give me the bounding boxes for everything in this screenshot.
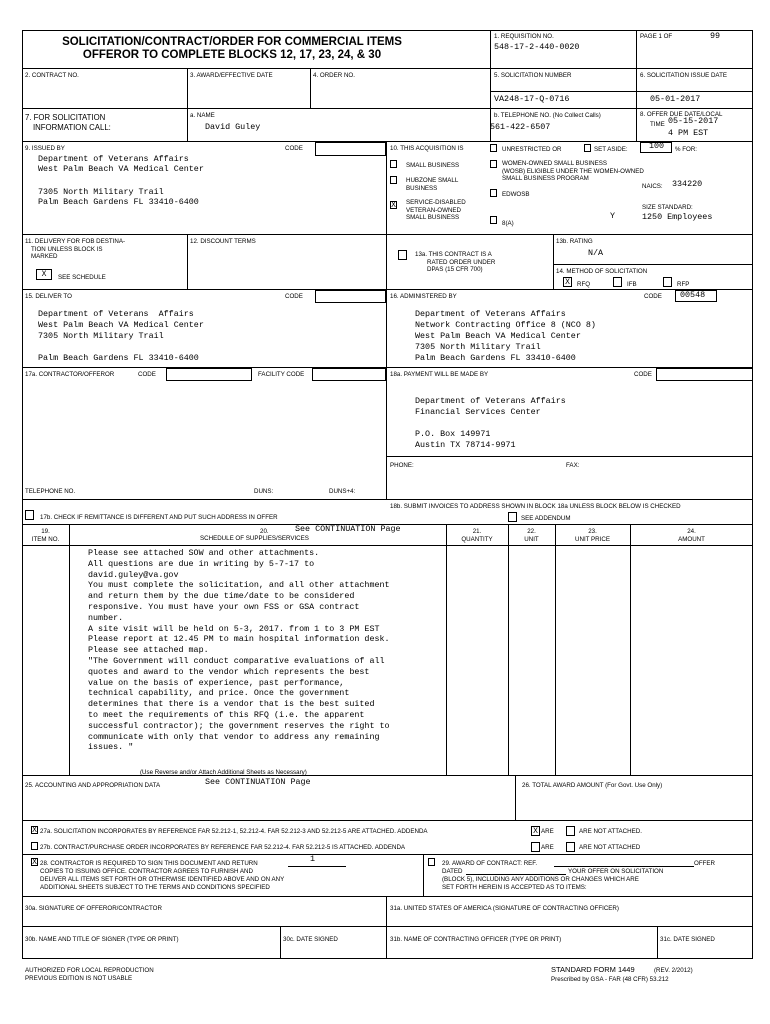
27b-are-checkbox[interactable] — [531, 842, 540, 852]
duns4-label: DUNS+4: — [329, 488, 356, 495]
remittance-checkbox[interactable] — [25, 510, 34, 520]
schedule-line: "The Government will conduct comparative evaluations of all — [88, 656, 385, 666]
fob-line: MARKED — [31, 253, 58, 260]
29-dated: DATED — [442, 868, 463, 875]
edwosb-label: EDWOSB — [502, 191, 530, 198]
28-checkbox[interactable]: X — [32, 858, 37, 867]
address-line: 7305 North Military Trail — [38, 331, 164, 341]
page-total[interactable]: 99 — [710, 31, 721, 41]
col24-label: AMOUNT — [678, 535, 705, 543]
sdvosb-label — [406, 199, 466, 222]
requisition-label: 1. REQUISITION NO. — [494, 33, 554, 40]
schedule-line: number. — [88, 612, 124, 623]
size-standard-value[interactable]: 1250 Employees — [642, 212, 713, 222]
wosb-line: WOMEN-OWNED SMALL BUSINESS — [502, 160, 607, 167]
rated-order-checkbox[interactable] — [398, 250, 407, 260]
27b-are-label: ARE — [541, 844, 554, 851]
setaside-checkbox[interactable] — [584, 144, 591, 152]
name-label: a. NAME — [190, 112, 215, 119]
edwosb-checkbox[interactable] — [490, 189, 497, 197]
solicitation-number-value[interactable]: VA248-17-Q-0716 — [494, 94, 570, 104]
offer-due-time-value[interactable]: 4 PM EST — [668, 128, 709, 138]
accounting-value[interactable]: See CONTINUATION Page — [205, 777, 311, 787]
offer-due-date-value[interactable]: 05-15-2017 — [668, 116, 719, 126]
schedule-line: Please see attached SOW and other attachments. — [88, 548, 320, 558]
col21-label: QUANTITY — [461, 535, 493, 543]
address-line: Department of Veterans Affairs — [38, 154, 189, 164]
27a-not-label: ARE NOT ATTACHED. — [579, 828, 642, 835]
rfq-checkbox[interactable]: X — [563, 277, 572, 287]
address-line: 7305 North Military Trail — [38, 187, 164, 197]
wosb-line: SMALL BUSINESS PROGRAM — [502, 175, 589, 182]
fax-label: FAX: — [566, 462, 580, 469]
col21-header — [446, 528, 508, 543]
administered-code-label: CODE — [644, 293, 662, 300]
address-line: Department of Veterans Affairs — [415, 309, 566, 319]
contractor-code-box[interactable] — [166, 368, 252, 381]
info-call-label — [25, 113, 111, 132]
administered-code-value: 00548 — [680, 290, 706, 300]
deliver-to-label: 15. DELIVER TO — [25, 293, 72, 300]
28-line3: DELIVER ALL ITEMS SET FORTH OR OTHERWISE IDENTIFIED ABOVE AND ON ANY — [40, 876, 285, 883]
requisition-value[interactable]: 548-17-2-440-0020 — [494, 42, 580, 52]
deliver-to-code-label: CODE — [285, 293, 303, 300]
schedule-line: A site visit will be held on 5-3, 2017. from 1 to 3 PM EST — [88, 623, 380, 634]
col19-header — [22, 528, 69, 543]
y-mark: Y — [610, 211, 616, 221]
sdvosb-line: VETERAN-OWNED — [406, 206, 462, 214]
27a-are-label: ARE — [541, 828, 554, 835]
total-award-label: 26. TOTAL AWARD AMOUNT (For Govt. Use Only) — [522, 782, 663, 789]
ifb-checkbox[interactable] — [613, 277, 622, 287]
wosb-checkbox[interactable] — [490, 160, 497, 168]
29-your-offer: YOUR OFFER ON SOLICITATION — [568, 868, 664, 875]
unrestricted-checkbox[interactable] — [490, 144, 497, 152]
28-line2: COPIES TO ISSUING OFFICE. CONTRACTOR AGREES TO FURNISH AND — [40, 868, 253, 875]
rated-line: DPAS (15 CFR 700) — [427, 266, 483, 273]
issued-by-code-box[interactable] — [315, 142, 386, 156]
27b-not-checkbox[interactable] — [566, 842, 575, 852]
hubzone-checkbox[interactable] — [390, 176, 397, 184]
col23-num: 23. — [588, 528, 597, 535]
solicitation-number-label: 5. SOLICITATION NUMBER — [494, 72, 572, 79]
rfp-label: RFP — [677, 281, 690, 288]
telephone-label: b. TELEPHONE NO. (No Collect Calls) — [494, 112, 601, 119]
signature-officer-label: 31a. UNITED STATES OF AMERICA (SIGNATURE OF CONTRACTING OFFICER) — [390, 905, 619, 912]
col24-num: 24. — [687, 528, 696, 535]
eight-a-checkbox[interactable] — [490, 216, 497, 224]
schedule-line: responsive. You must have your own FSS or GSA contract — [88, 602, 360, 612]
col20-num: 20. — [260, 528, 269, 535]
administered-by-label: 16. ADMINISTERED BY — [390, 293, 457, 300]
form-title-line2: OFFEROR TO COMPLETE BLOCKS 12, 17, 23, 24, & 30 — [82, 49, 382, 61]
payment-label: 18a. PAYMENT WILL BE MADE BY — [390, 371, 489, 378]
small-business-label: SMALL BUSINESS — [406, 162, 460, 169]
schedule-line: You must complete the solicitation, and all other attachment — [88, 580, 390, 591]
address-line: Palm Beach Gardens FL 33410-6400 — [38, 353, 199, 363]
col20-value: See CONTINUATION Page — [295, 524, 401, 534]
discount-terms-label: 12. DISCOUNT TERMS — [190, 238, 256, 245]
fob-line: 11. DELIVERY FOR FOB DESTINA- — [25, 238, 126, 245]
col23-label: UNIT PRICE — [575, 535, 610, 543]
col24-header — [630, 528, 753, 543]
fob-line: TION UNLESS BLOCK IS — [31, 245, 103, 253]
naics-label: NAICS: — [642, 183, 663, 190]
rated-line: 13a. THIS CONTRACT IS A — [415, 251, 492, 258]
telephone-value[interactable]: 561-422-6507 — [490, 122, 551, 132]
hubzone-line: BUSINESS — [406, 184, 438, 192]
27b-text: 27b. CONTRACT/PURCHASE ORDER INCORPORATES BY REFERENCE FAR 52.212-4. FAR 52.212-5 IS ATTACHED. ADDENDA — [40, 844, 406, 851]
schedule-line: All questions are due in writing by 5-7-17 to — [88, 558, 315, 569]
hubzone-line: HUBZONE SMALL — [406, 177, 459, 184]
col20-label: SCHEDULE OF SUPPLIES/SERVICES — [200, 535, 309, 542]
footer-authorized: AUTHORIZED FOR LOCAL REPRODUCTION — [25, 967, 154, 974]
acquisition-label: 10. THIS ACQUISITION IS — [390, 145, 464, 152]
27a-are-checkbox[interactable]: X — [531, 826, 540, 836]
size-standard-label: SIZE STANDARD: — [642, 204, 693, 211]
27b-not-label: ARE NOT ATTACHED — [579, 844, 641, 851]
payment-code-label: CODE — [634, 371, 652, 378]
rating-label: 13b. RATING — [556, 238, 593, 245]
address-line: 7305 North Military Trail — [415, 342, 541, 352]
contract-no-label: 2. CONTRACT NO. — [25, 72, 79, 79]
28-copies[interactable]: 1 — [310, 854, 316, 864]
col22-label: UNIT — [524, 535, 539, 543]
schedule-line: issues. " — [88, 742, 134, 753]
29-offer: OFFER — [694, 860, 715, 867]
form-title-line1: SOLICITATION/CONTRACT/ORDER FOR COMMERCIAL ITEMS — [62, 36, 402, 48]
see-addendum-checkbox[interactable] — [508, 512, 517, 522]
facility-code-box[interactable] — [312, 368, 386, 381]
27a-not-checkbox[interactable] — [566, 826, 575, 836]
address-line: Palm Beach Gardens FL 33410-6400 — [38, 197, 199, 207]
col22-num: 22. — [527, 528, 536, 535]
signature-offeror-label: 30a. SIGNATURE OF OFFEROR/CONTRACTOR — [25, 905, 162, 912]
payment-code-box[interactable] — [656, 368, 753, 381]
address-line: Austin TX 78714-9971 — [415, 440, 516, 450]
issued-by-code-label: CODE — [285, 145, 303, 152]
small-business-checkbox[interactable] — [390, 160, 397, 168]
rating-value[interactable]: N/A — [588, 248, 604, 258]
address-line: West Palm Beach VA Medical Center — [415, 331, 581, 341]
hubzone-label — [406, 177, 458, 192]
remittance-label: 17b. CHECK IF REMITTANCE IS DIFFERENT AND PUT SUCH ADDRESS IN OFFER — [40, 514, 278, 521]
sdvosb-line: SERVICE-DISABLED — [406, 199, 466, 206]
schedule-line: quotes and award to the vendor which represents the best — [88, 666, 370, 677]
address-line: West Palm Beach VA Medical Center — [38, 164, 204, 174]
contractor-label: 17a. CONTRACTOR/OFFEROR — [25, 371, 115, 378]
28-line1: 28. CONTRACTOR IS REQUIRED TO SIGN THIS DOCUMENT AND RETURN — [40, 860, 258, 867]
pct-for-label: % FOR: — [675, 146, 698, 153]
col19-label: ITEM NO. — [31, 535, 60, 543]
signer-name-label: 30b. NAME AND TITLE OF SIGNER (TYPE OR PRINT) — [25, 936, 179, 943]
submit-invoices-label: 18b. SUBMIT INVOICES TO ADDRESS SHOWN IN BLOCK 18a UNLESS BLOCK BELOW IS CHECKED — [390, 503, 681, 510]
29-line3: (BLOCK 5), INCLUDING ANY ADDITIONS OR CHANGES WHICH ARE — [442, 876, 639, 883]
form-title — [22, 36, 442, 62]
28-line4: ADDITIONAL SHEETS SUBJECT TO THE TERMS AND CONDITIONS SPECIFIED — [40, 884, 270, 891]
accounting-label: 25. ACCOUNTING AND APPROPRIATION DATA — [25, 782, 161, 789]
info-call-line2: INFORMATION CALL: — [33, 122, 111, 132]
offer-due-label: 8. OFFER DUE DATE/LOCAL — [640, 111, 723, 118]
officer-date-label: 31c. DATE SIGNED — [660, 936, 715, 943]
ifb-label: IFB — [627, 281, 637, 288]
address-line: Department of Veterans Affairs — [38, 309, 194, 319]
page-label: PAGE 1 OF — [640, 33, 673, 40]
telephone-no-label: TELEPHONE NO. — [25, 488, 76, 495]
info-call-line1: 7. FOR SOLICITATION — [25, 113, 106, 122]
officer-name-label: 31b. NAME OF CONTRACTING OFFICER (TYPE OR PRINT) — [390, 936, 562, 943]
schedule-line: successful contractor); the government reserves the right to — [88, 720, 390, 731]
col22-header — [508, 528, 555, 543]
schedule-line: to meet the requirements of this RFQ (i.e. the apparent — [88, 710, 365, 720]
27a-text: 27a. SOLICITATION INCORPORATES BY REFERENCE FAR 52.212-1, 52.212-4. FAR 52.212-3 AND 52.212-5 ARE ATTACHED. ADDENDA — [40, 828, 428, 835]
reverse-note: (Use Reverse and/or Attach Additional Sheets as Necessary) — [140, 769, 307, 776]
signer-date-label: 30c. DATE SIGNED — [283, 936, 338, 943]
schedule-line: Please see attached map. — [88, 645, 209, 656]
deliver-to-code-box[interactable] — [315, 290, 386, 303]
phone-label: PHONE: — [390, 462, 414, 469]
address-line: Financial Services Center — [415, 407, 541, 417]
footer-form-name: STANDARD FORM 1449 — [551, 965, 635, 974]
issued-by-label: 9. ISSUED BY — [25, 145, 65, 152]
eight-a-label: 8(A) — [502, 220, 514, 227]
setaside-label: SET ASIDE: — [594, 146, 628, 153]
address-line: Palm Beach Gardens FL 33410-6400 — [415, 353, 576, 363]
schedule-line: value on the basis of experience, past performance, — [88, 677, 345, 688]
rated-line: RATED ORDER UNDER — [427, 258, 496, 266]
address-line: P.O. Box 149971 — [415, 429, 491, 439]
schedule-line: determines that there is a vendor that is the best suited — [88, 699, 375, 710]
offer-due-time-label: TIME — [650, 121, 665, 128]
schedule-line: communicate with only that vendor to address any remaining — [88, 731, 380, 742]
contractor-code-label: CODE — [138, 371, 156, 378]
footer-prescribed: Prescribed by GSA - FAR (48 CFR) 53.212 — [551, 976, 669, 983]
address-line: Department of Veterans Affairs — [415, 396, 566, 406]
name-value[interactable]: David Guley — [205, 122, 261, 132]
footer-revision: (REV. 2/2012) — [654, 967, 693, 974]
naics-value[interactable]: 334220 — [672, 179, 703, 189]
wosb-label — [502, 160, 644, 183]
29-line4: SET FORTH HEREIN IS ACCEPTED AS TO ITEMS: — [442, 884, 587, 891]
rated-order-label — [415, 251, 495, 274]
rfq-label: RFQ — [577, 281, 591, 288]
fob-label — [25, 238, 125, 261]
sdvosb-checkbox[interactable]: X — [391, 201, 396, 210]
col21-num: 21. — [472, 528, 482, 535]
footer-previous: PREVIOUS EDITION IS NOT USABLE — [25, 975, 133, 982]
address-line: Network Contracting Office 8 (NCO 8) — [415, 320, 596, 330]
address-line: West Palm Beach VA Medical Center — [38, 320, 204, 330]
27b-checkbox[interactable] — [31, 842, 38, 850]
method-label: 14. METHOD OF SOLICITATION — [556, 268, 648, 275]
issue-date-value[interactable]: 05-01-2017 — [650, 94, 701, 104]
col19-num: 19. — [41, 528, 50, 535]
schedule-line: Please report at 12.45 PM to main hospital information desk. — [88, 634, 390, 645]
facility-code-label: FACILITY CODE — [258, 371, 305, 378]
sdvosb-line: SMALL BUSINESS — [406, 214, 460, 221]
29-line1: 29. AWARD OF CONTRACT: REF. — [442, 860, 538, 867]
see-addendum-label: SEE ADDENDUM — [521, 515, 571, 522]
schedule-line: and return them by the due time/date to be considered — [88, 591, 355, 602]
schedule-line: technical capability, and price. Once the government — [88, 688, 350, 699]
27a-checkbox[interactable]: X — [32, 826, 37, 835]
duns-label: DUNS: — [254, 488, 274, 495]
order-no-label: 4. ORDER NO. — [313, 72, 355, 79]
unrestricted-label: UNRESTRICTED OR — [502, 146, 562, 153]
col23-header — [555, 528, 630, 543]
award-date-label: 3. AWARD/EFFECTIVE DATE — [190, 72, 273, 79]
rfp-checkbox[interactable] — [663, 277, 672, 287]
wosb-line: (WOSB) ELIGIBLE UNDER THE WOMEN-OWNED — [502, 167, 644, 175]
setaside-pct-value: 100 — [649, 141, 665, 151]
schedule-line: david.guley@va.gov — [88, 569, 179, 580]
see-schedule-checkbox[interactable]: X — [36, 269, 52, 280]
issue-date-label: 6. SOLICITATION ISSUE DATE — [640, 72, 727, 79]
see-schedule-label: SEE SCHEDULE — [58, 274, 106, 281]
29-checkbox[interactable] — [428, 858, 435, 866]
